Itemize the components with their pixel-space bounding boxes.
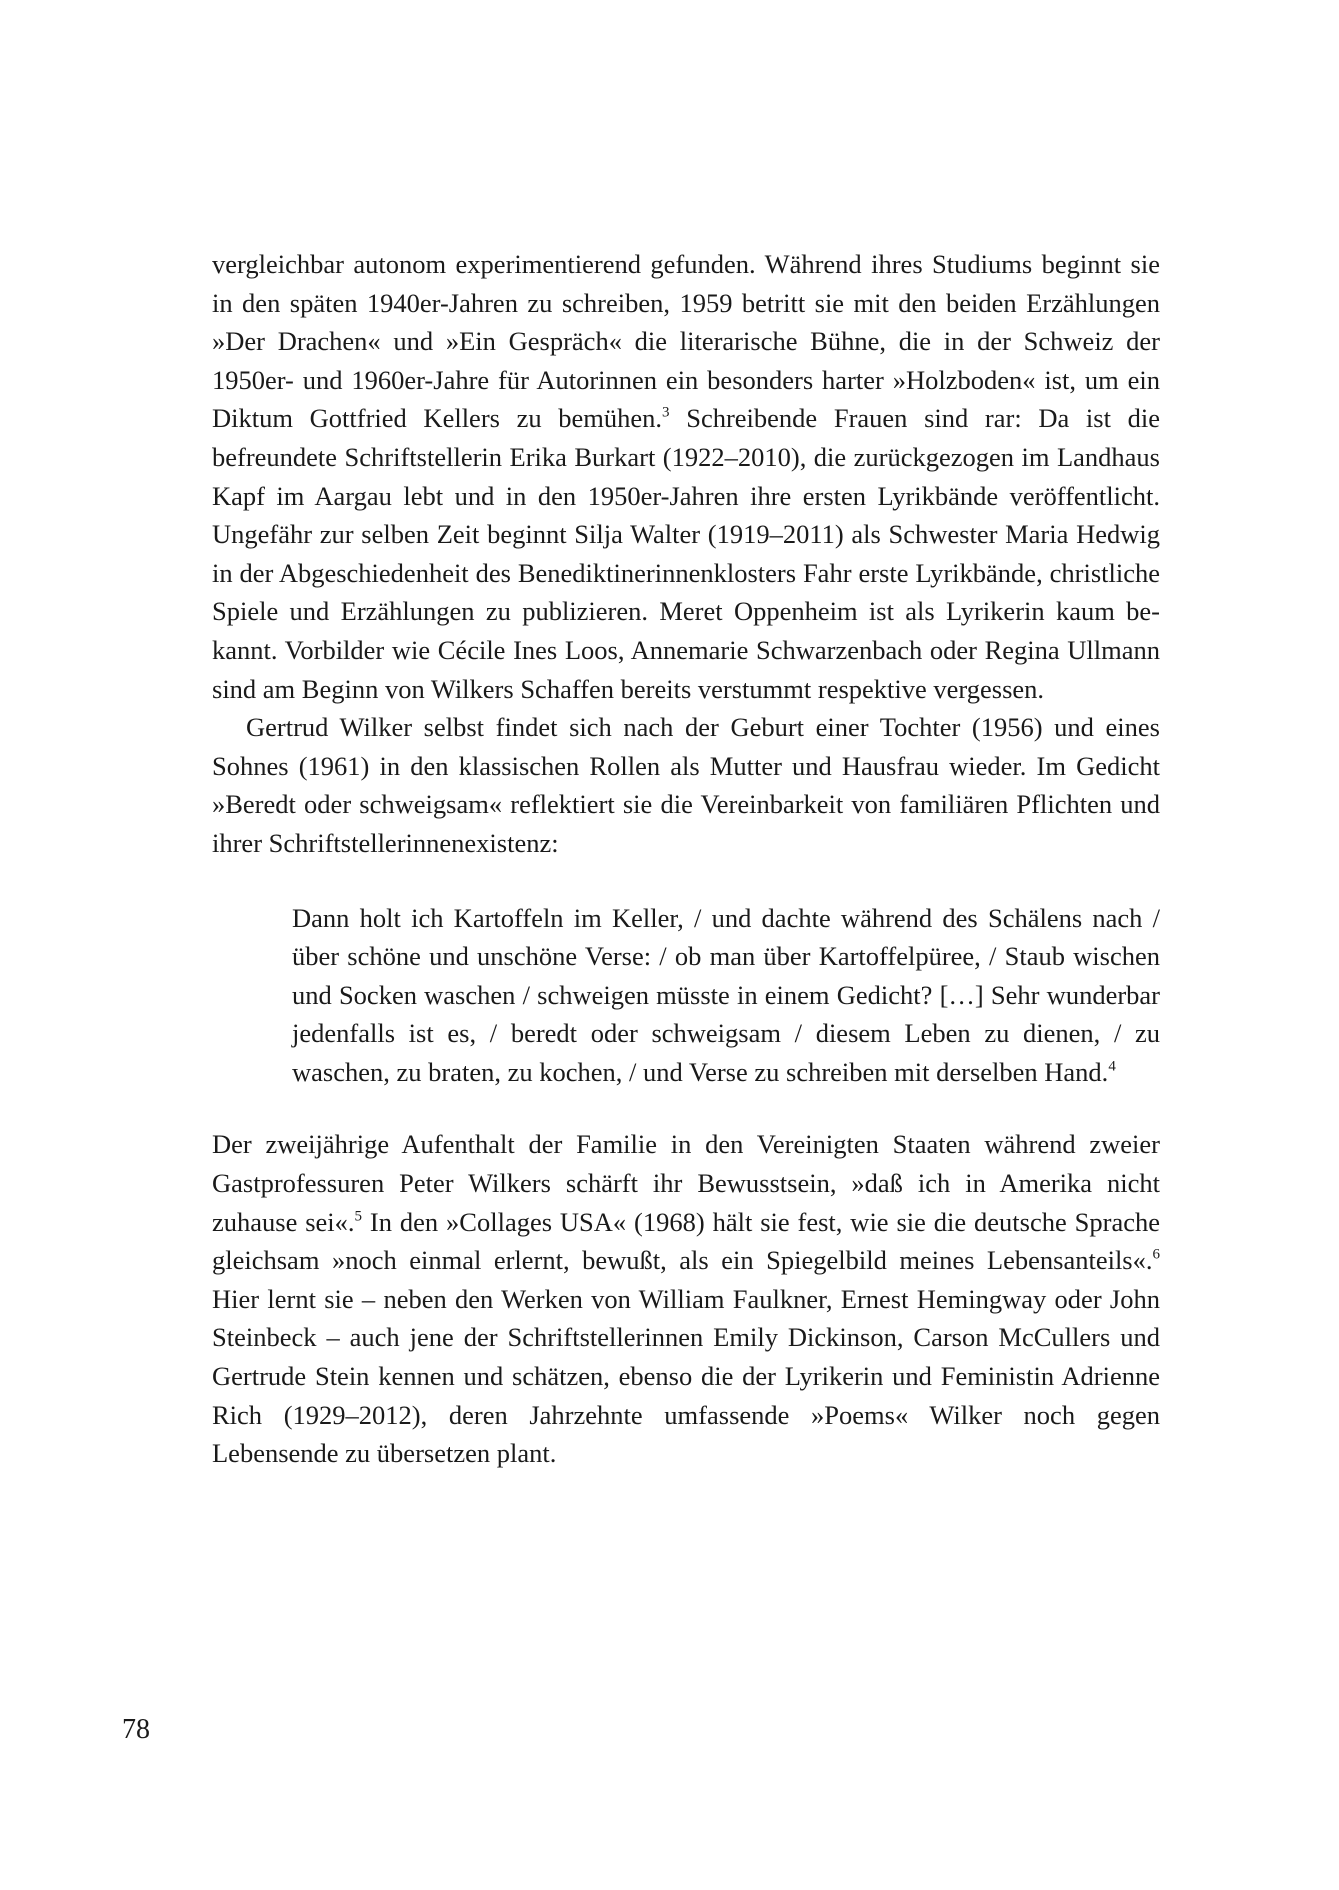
page-number: 78: [122, 1714, 150, 1745]
paragraph-2-text: Gertrud Wilker selbst findet sich nach der Geburt einer Tochter (1956) und eines Sohnes (1961) in den klassischen Rollen als Mutter und Hausfrau wieder. Im Gedicht »Beredt oder schweigsam« reflektiert sie die Vereinbarkeit von familiären Pflichten und ihrer Schriftstellerinnenexistenz:: [212, 712, 1160, 858]
paragraph-3: [212, 1125, 1160, 1472]
footnote-ref-4[interactable]: 4: [1108, 1058, 1116, 1075]
paragraph-3-text-a: Der zweijährige Aufenthalt der Familie in den Vereinigten Staaten während zweier Gastprofessuren Peter Wilkers schärft ihr Bewusstsein, »daß ich in Amerika nicht zuhause sei«.: [212, 1129, 1160, 1237]
footnote-ref-6[interactable]: 6: [1152, 1246, 1160, 1263]
paragraph-3-text-b: In den »Collages USA« (1968) hält sie fest, wie sie die deutsche Sprache gleichsam »noch einmal erlernt, bewußt, als ein Spiegelbild meines Lebensanteils«.: [212, 1206, 1160, 1276]
footnote-ref-5[interactable]: 5: [354, 1208, 363, 1225]
paragraph-1: [212, 245, 1160, 708]
paragraph-1-text-b: Schreibende Frauen sind rar: Da ist die befreundete Schriftstellerin Erika Burkart (1922–2010), die zurückgezogen im Landhaus Kapf im Aargau lebt und in den 1950er-Jahren ihre ersten Lyrikbände veröffentlicht. Ungefähr zur selben Zeit beginnt Silja Walter (1919–2011) als Schwester Maria Hedwig in der Abgeschiedenheit des Benediktinerinnenklosters Fahr erste Lyrikbände, christliche Spiele und Erzählungen zu publizieren. Meret Oppenheim ist als Lyrikerin kaum bekannt. Vorbilder wie Cécile Ines Loos, Annemarie Schwarzenbach oder Regina Ullmann sind am Beginn von Wilkers Schaffen bereits verstummt respektive vergessen.: [212, 403, 1160, 704]
poem-quote: [212, 899, 1160, 1092]
poem-quote-text: [292, 899, 1160, 1092]
footnote-ref-3[interactable]: 3: [662, 404, 670, 421]
page-body: [212, 245, 1160, 1473]
paragraph-2: [212, 708, 1160, 862]
paragraph-1-text-a: vergleichbar autonom experimentierend gefunden. Während ihres Studiums beginnt sie in den späten 1940er-Jahren zu schreiben, 1959 betritt sie mit den beiden Erzählungen »Der Drachen« und »Ein Gespräch« die literarische Bühne, die in der Schweiz der 1950er- und 1960er-Jahre für Autorinnen ein besonders harter »Holzboden« ist, um ein Diktum Gottfried Kellers zu bemühen.: [212, 249, 1160, 434]
paragraph-3-text-c: Hier lernt sie – neben den Werken von William Faulkner, Ernest Hemingway oder John Steinbeck – auch jene der Schriftstellerinnen Emily Dickinson, Carson McCullers und Gertrude Stein kennen und schätzen, ebenso die der Lyrikerin und Feministin Adrienne Rich (1929–2012), deren Jahrzehnte umfassende »Poems« Wilker noch gegen Lebensende zu übersetzen plant.: [212, 1283, 1160, 1469]
poem-quote-body: Dann holt ich Kartoffeln im Keller, / und dachte während des Schälens nach / über schöne und unschöne Verse: / ob man über Kartoffelpüree, / Staub wischen und Socken waschen / schweigen müsste in einem Gedicht? […] Sehr wunderbar jedenfalls ist es, / beredt oder schweigsam / diesem Leben zu dienen, / zu waschen, zu braten, zu kochen, / und Verse zu schreiben mit derselben Hand.: [292, 902, 1160, 1087]
